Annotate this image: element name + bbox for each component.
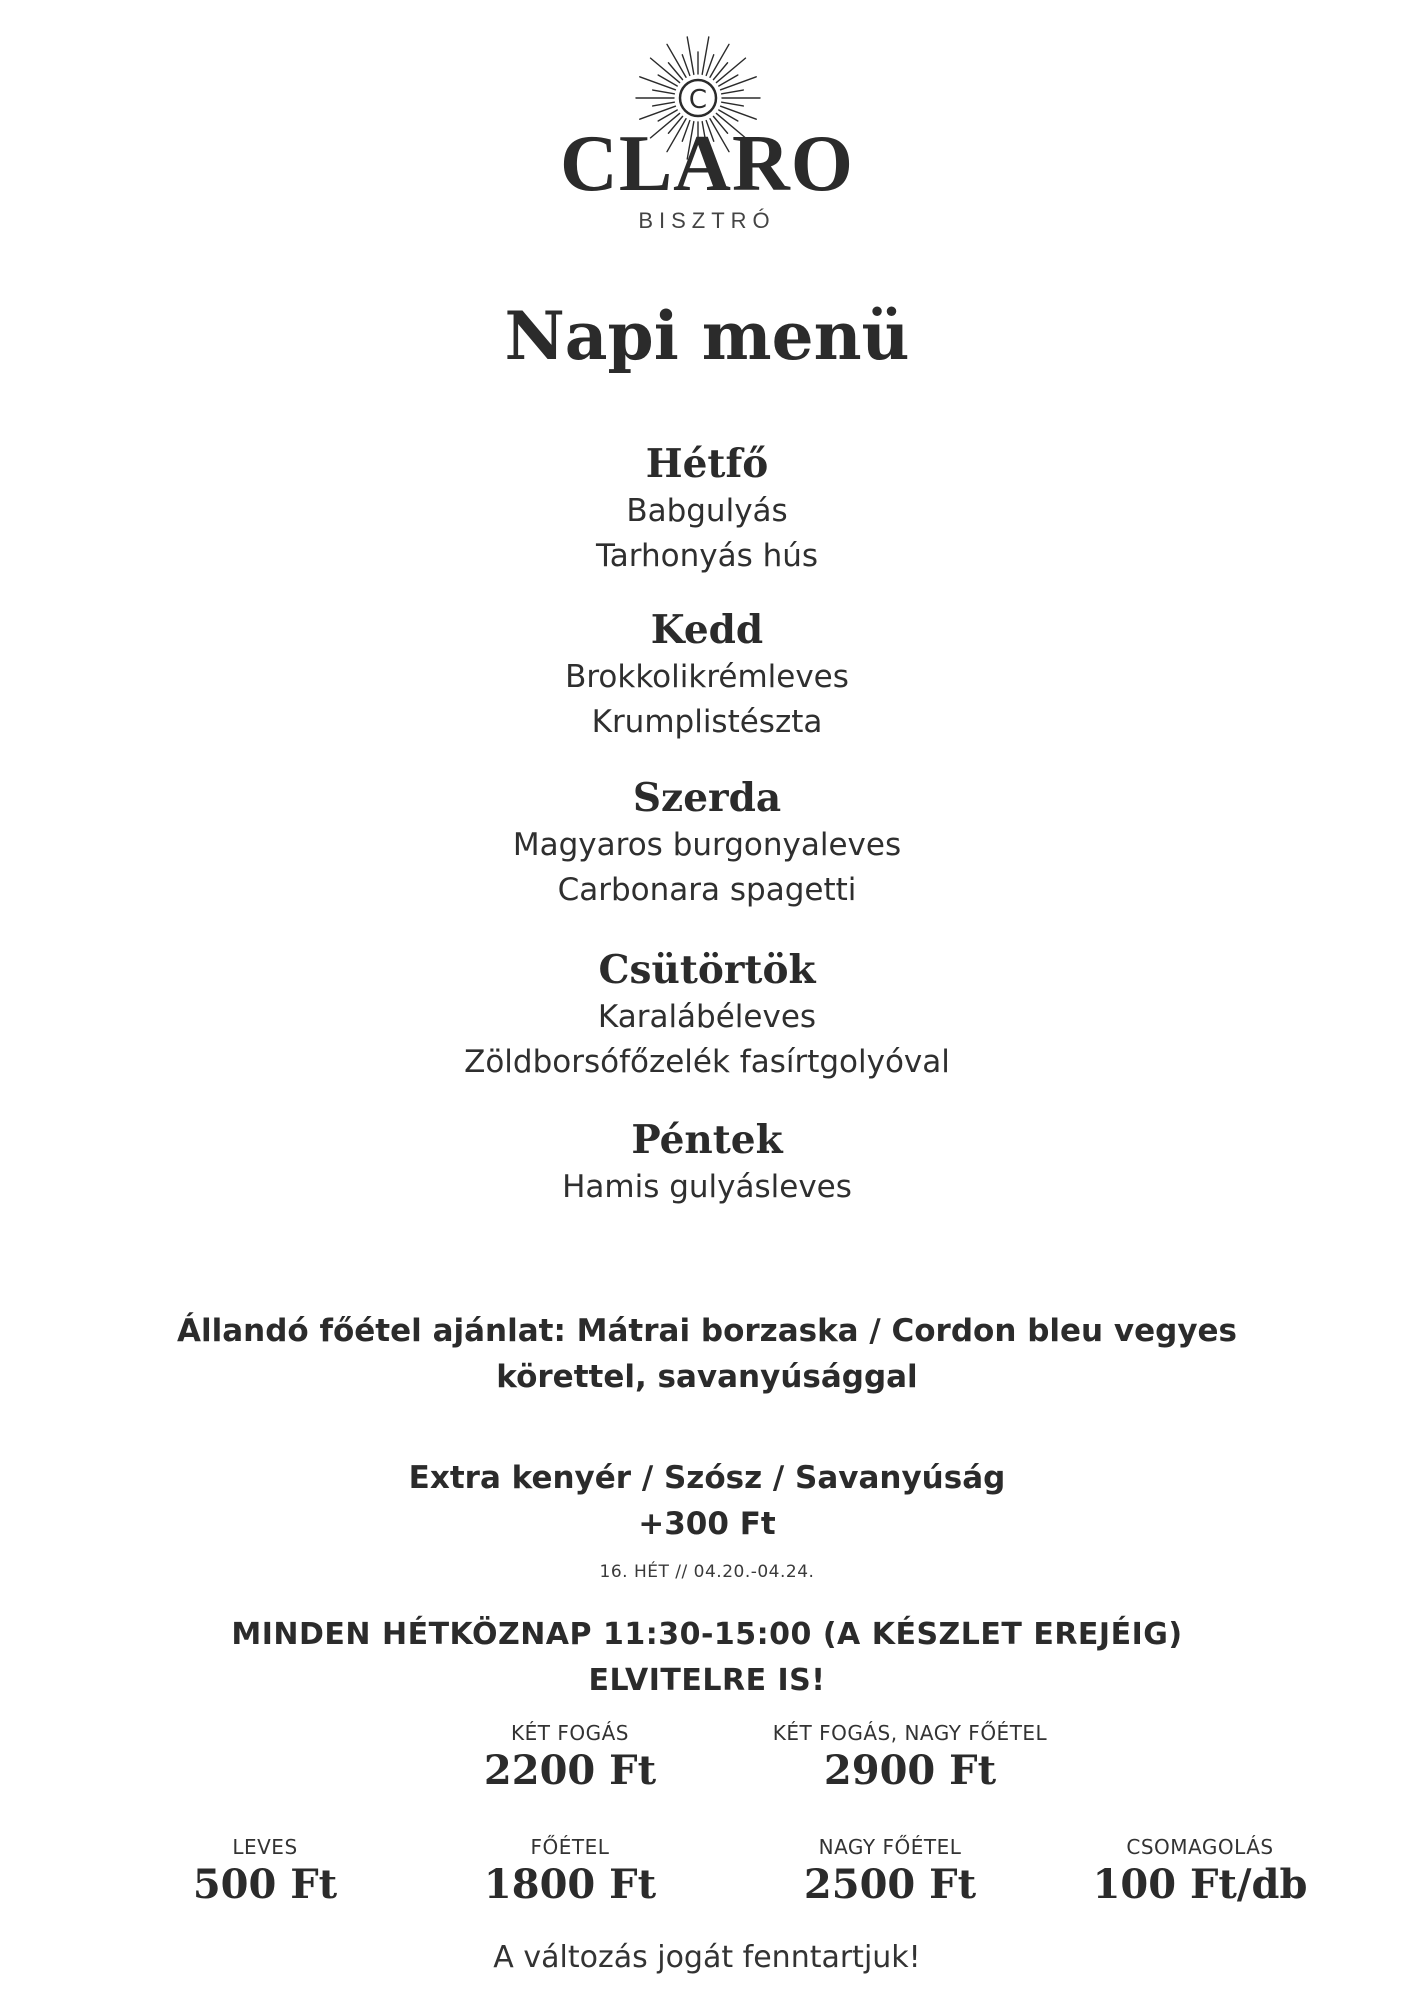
price-label: NAGY FŐÉTEL <box>818 1835 962 1859</box>
price-main <box>450 1834 690 1910</box>
day-tuesday <box>0 606 1414 745</box>
dish: Krumplistészta <box>591 704 823 740</box>
offer-text: Mátrai borzaska / Cordon bleu vegyes körettel, savanyúsággal <box>496 1313 1238 1395</box>
day-wednesday <box>0 774 1414 913</box>
dish: Tarhonyás hús <box>595 538 819 574</box>
sun-ray <box>702 37 709 74</box>
dish: Carbonara spagetti <box>557 872 857 908</box>
sun-ray <box>722 90 744 94</box>
dish: Magyaros burgonyaleves <box>512 827 902 863</box>
day-name: Csütörtök <box>598 947 816 993</box>
dish: Hamis gulyásleves <box>562 1169 852 1205</box>
opening-hours <box>0 1612 1414 1704</box>
sun-ray <box>653 90 675 94</box>
day-name: Szerda <box>632 775 782 821</box>
day-thursday <box>0 946 1414 1085</box>
sun-ray <box>722 102 744 106</box>
hours-line: MINDEN HÉTKÖZNAP 11:30-15:00 (A KÉSZLET EREJÉIG) <box>231 1617 1183 1652</box>
price-value: 2200 Ft <box>483 1747 657 1794</box>
sun-ray <box>721 106 757 119</box>
brand-name: CLARO <box>560 120 854 208</box>
extras-price: +300 Ft <box>638 1506 776 1542</box>
day-name: Kedd <box>650 607 764 653</box>
price-large-main <box>765 1834 1015 1910</box>
day-monday <box>0 440 1414 579</box>
price-value: 1800 Ft <box>483 1861 657 1908</box>
extras <box>0 1455 1414 1547</box>
dish: Karalábéleves <box>597 999 817 1035</box>
sun-ray <box>640 106 676 119</box>
price-label: CSOMAGOLÁS <box>1126 1835 1274 1859</box>
sun-ray <box>653 102 675 106</box>
day-name: Péntek <box>631 1117 783 1163</box>
price-label: KÉT FOGÁS <box>511 1721 629 1745</box>
sun-ray <box>687 37 694 74</box>
price-packaging <box>1070 1834 1330 1910</box>
week-range: 16. HÉT // 04.20.-04.24. <box>599 1562 815 1582</box>
price-two-courses <box>430 1720 710 1796</box>
brand-subtitle: BISZTRÓ <box>638 208 776 233</box>
price-label: LEVES <box>232 1835 298 1859</box>
takeaway-note: ELVITELRE IS! <box>588 1663 826 1698</box>
sun-ray <box>640 77 676 90</box>
extras-items: Extra kenyér / Szósz / Savanyúság <box>408 1460 1006 1496</box>
page-title: Napi menü <box>504 297 910 375</box>
disclaimer: A változás jogát fenntartjuk! <box>493 1940 921 1975</box>
price-value: 100 Ft/db <box>1092 1861 1308 1908</box>
price-value: 2500 Ft <box>803 1861 977 1908</box>
dish: Brokkolikrémleves <box>565 659 849 695</box>
price-two-courses-large <box>740 1720 1080 1796</box>
price-value: 2900 Ft <box>823 1747 997 1794</box>
price-soup <box>160 1834 370 1910</box>
permanent-offer <box>150 1308 1264 1400</box>
day-name: Hétfő <box>645 441 769 487</box>
price-label: FŐÉTEL <box>530 1835 610 1859</box>
price-label: KÉT FOGÁS, NAGY FŐÉTEL <box>772 1721 1048 1745</box>
logo-monogram: C <box>688 85 708 115</box>
day-friday <box>0 1116 1414 1210</box>
sun-ray <box>668 63 682 80</box>
dish: Zöldborsófőzelék fasírtgolyóval <box>464 1044 950 1080</box>
dish: Babgulyás <box>626 493 788 529</box>
sun-ray <box>721 77 757 90</box>
offer-label: Állandó főétel ajánlat: <box>176 1313 566 1349</box>
price-value: 500 Ft <box>192 1861 338 1908</box>
sun-ray <box>713 63 727 80</box>
